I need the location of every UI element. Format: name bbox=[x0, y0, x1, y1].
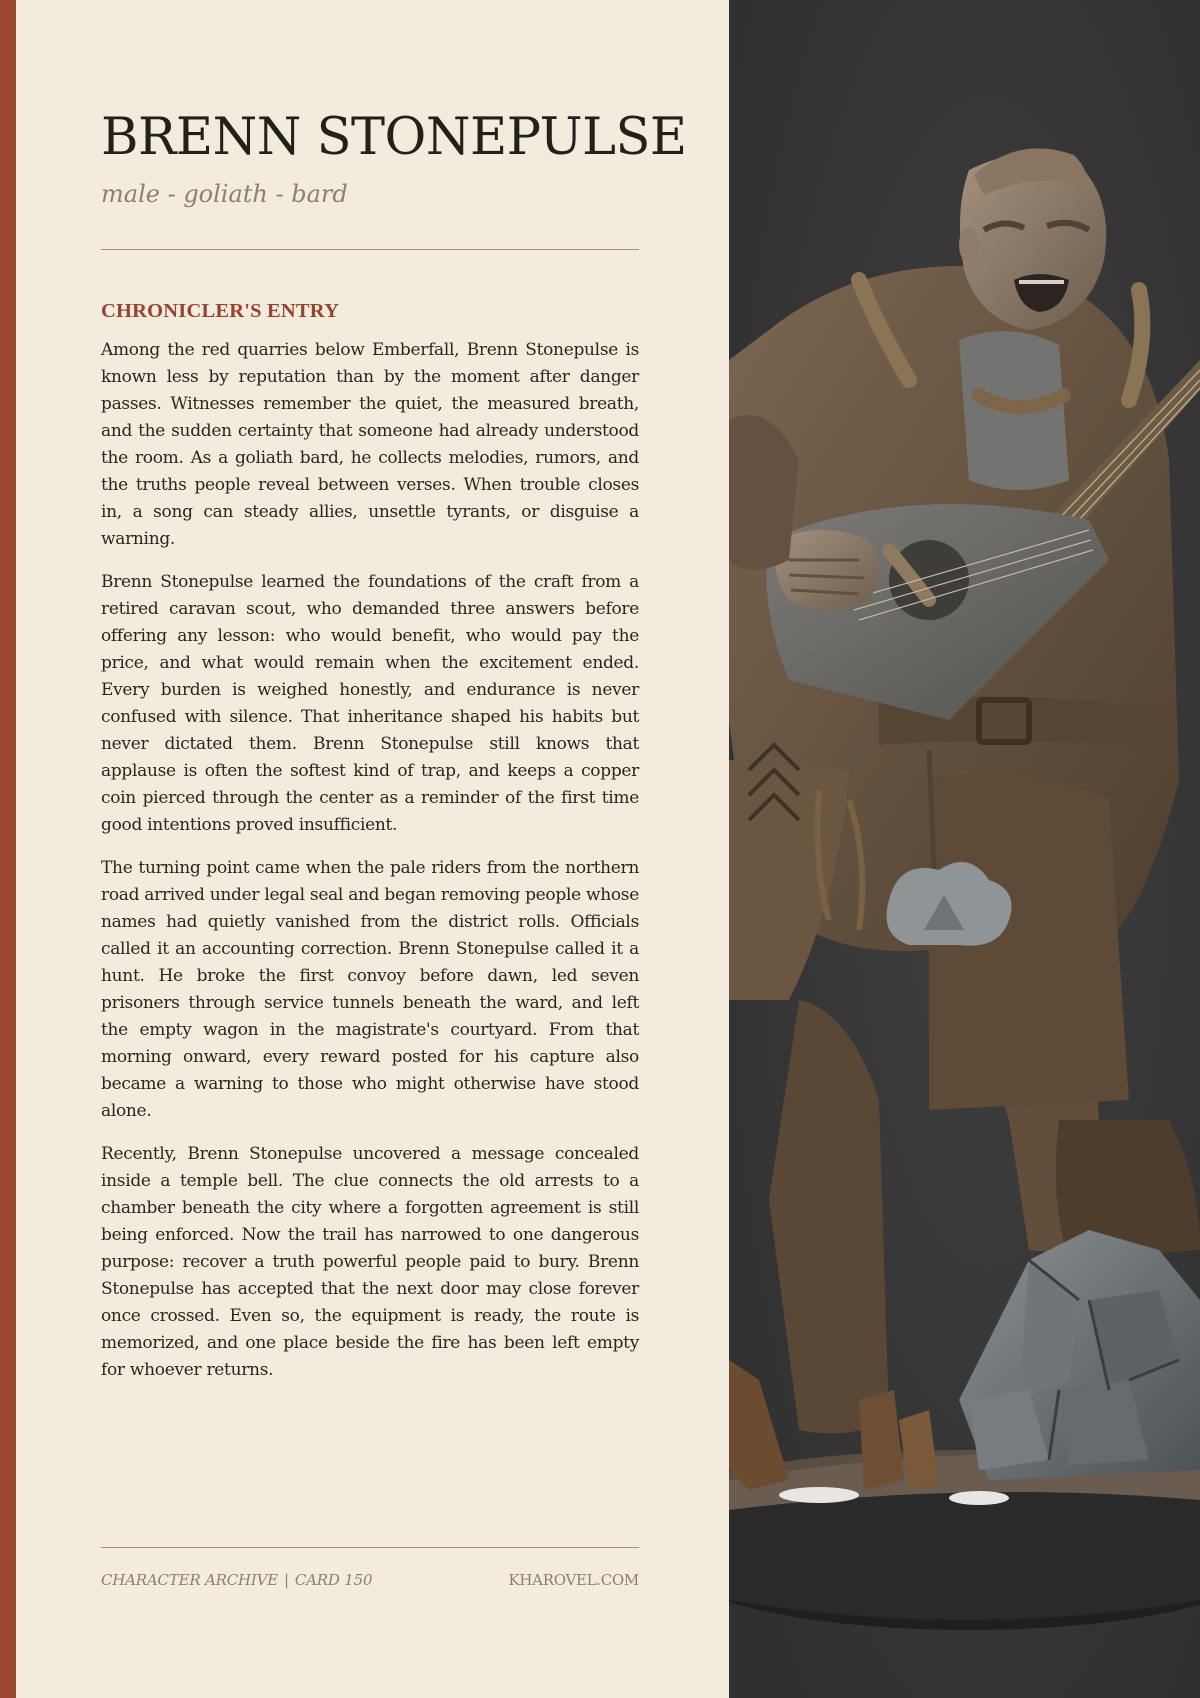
portrait-illustration bbox=[729, 0, 1200, 1698]
footer-separator: | bbox=[284, 1571, 289, 1589]
footer-divider bbox=[101, 1547, 639, 1548]
character-portrait bbox=[729, 0, 1200, 1698]
entry-paragraph: Brenn Stonepulse learned the foundations of the craft from a retired caravan scout, who demanded three answers before offering any lesson: who would benefit, who would pay the price, and what would remain when the excitement ended. Every burden is weighed honestly, and endurance is never confused with silence. That inheritance shaped his habits but never dictated them. Brenn Stonepulse still knows that applause is often the softest kind of trap, and keeps a copper coin pierced through the center as a reminder of the first time good intentions proved insufficient. bbox=[101, 572, 639, 835]
card-label: CARD 150 bbox=[294, 1571, 373, 1589]
character-subtitle: male - goliath - bard bbox=[101, 180, 348, 208]
entry-paragraph: The turning point came when the pale riders from the northern road arrived under legal seal and began removing people whose names had quietly vanished from the district rolls. Officials called it an accounting correction. Brenn Stonepulse called it a hunt. He broke the first convoy before dawn, led seven prisoners through service tunnels beneath the ward, and left the empty wagon in the magistrate's courtyard. From that morning onward, every reward posted for his capture also became a warning to those who might otherwise have stood alone. bbox=[101, 858, 639, 1121]
footer-site: KHAROVEL.COM bbox=[508, 1571, 639, 1589]
chronicle-entry bbox=[101, 337, 639, 1400]
character-name: BRENN STONEPULSE bbox=[101, 108, 687, 167]
entry-paragraph: Recently, Brenn Stonepulse uncovered a message concealed inside a temple bell. The clue connects the old arrests to a chamber beneath the city where a forgotten agreement is still being enforced. Now the trail has narrowed to one dangerous purpose: recover a truth powerful people paid to bury. Brenn Stonepulse has accepted that the next door may close forever once crossed. Even so, the equipment is ready, the route is memorized, and one place beside the fire has been left empty for whoever returns. bbox=[101, 1144, 639, 1380]
header-divider bbox=[101, 249, 639, 250]
section-heading: CHRONICLER'S ENTRY bbox=[101, 300, 340, 322]
text-column bbox=[101, 0, 687, 1698]
footer-archive bbox=[101, 1569, 372, 1591]
entry-paragraph: Among the red quarries below Emberfall, Brenn Stonepulse is known less by reputation than by the moment after danger passes. Witnesses remember the quiet, the measured breath, and the sudden certainty that someone had already understood the room. As a goliath bard, he collects melodies, rumors, and the truths people reveal between verses. When trouble closes in, a song can steady allies, unsettle tyrants, or disguise a warning. bbox=[101, 340, 639, 549]
accent-bar bbox=[0, 0, 16, 1698]
archive-label: CHARACTER ARCHIVE bbox=[101, 1571, 279, 1589]
